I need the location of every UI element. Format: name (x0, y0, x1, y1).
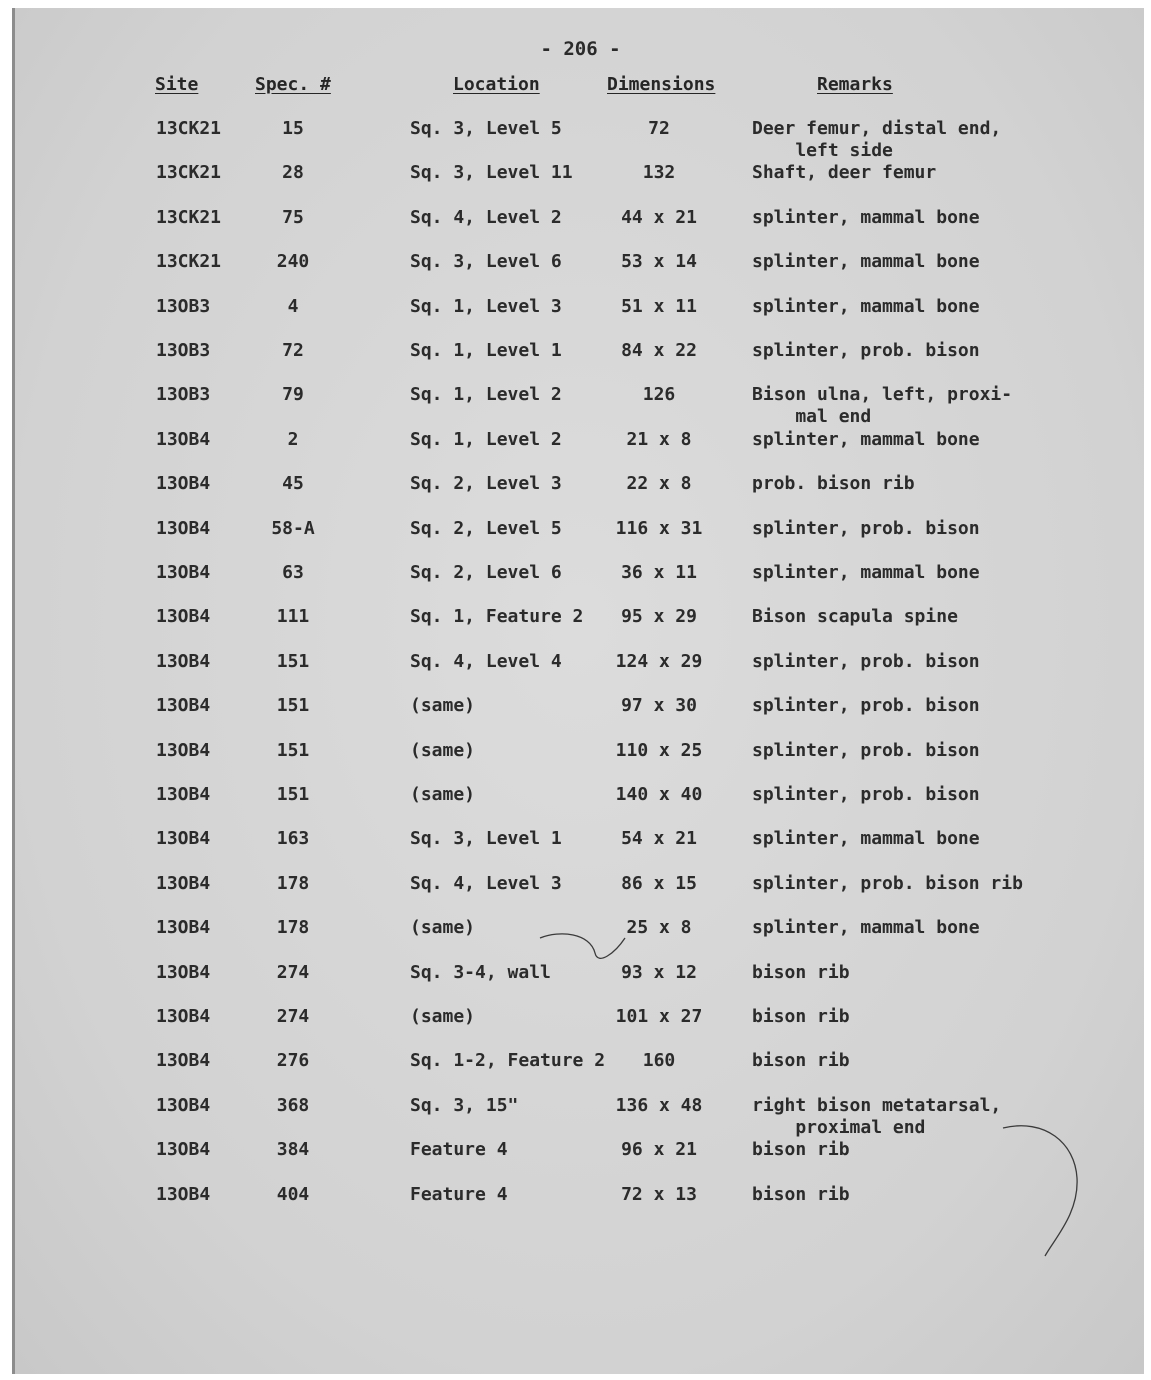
cell-site: 13OB4 (156, 739, 211, 761)
cell-dimensions: 21 x 8 (626, 428, 692, 450)
cell-dimensions: 96 x 21 (621, 1139, 697, 1161)
cell-spec: 75 (282, 206, 304, 228)
cell-dimensions: 22 x 8 (626, 473, 692, 495)
cell-dimensions: 101 x 27 (615, 1006, 703, 1027)
cell-dimensions: 86 x 15 (621, 872, 697, 894)
cell-location: Sq. 1, Feature 2 (410, 606, 584, 628)
cell-remarks: splinter, prob. bison (752, 784, 980, 805)
cell-spec: 72 (282, 340, 304, 361)
cell-remarks: prob. bison rib (752, 473, 915, 495)
cell-dimensions: 84 x 22 (621, 340, 697, 361)
cell-spec: 240 (276, 251, 310, 273)
cell-location: Sq. 2, Level 6 (410, 562, 562, 583)
table-row (15, 917, 1144, 961)
cell-remarks: splinter, mammal bone (752, 917, 980, 939)
table-row (15, 606, 1144, 650)
document-page (12, 8, 1144, 1374)
cell-spec: 151 (276, 650, 310, 672)
cell-dimensions: 132 (642, 162, 676, 184)
table-row (15, 562, 1144, 606)
cell-spec: 58-A (271, 517, 315, 539)
cell-site: 13OB4 (156, 1050, 211, 1072)
cell-dimensions: 124 x 29 (615, 650, 703, 672)
cell-remarks: bison rib (752, 1050, 850, 1072)
cell-dimensions: 53 x 14 (621, 251, 697, 273)
cell-spec: 2 (287, 428, 299, 450)
cell-site: 13CK21 (156, 162, 222, 184)
cell-spec: 151 (276, 784, 310, 805)
table-row (15, 873, 1144, 917)
cell-site: 13OB3 (156, 340, 211, 361)
cell-location: Feature 4 (410, 1183, 508, 1205)
table-row (15, 1139, 1144, 1183)
cell-location: Sq. 4, Level 3 (410, 872, 562, 894)
cell-location: Sq. 1-2, Feature 2 (410, 1050, 606, 1072)
cell-location: Sq. 3, Level 1 (410, 828, 562, 850)
table-row (15, 740, 1144, 784)
table-row (15, 384, 1144, 428)
cell-remarks: Deer femur, distal end, left side (752, 118, 1002, 161)
cell-dimensions: 36 x 11 (621, 562, 697, 583)
cell-remarks: splinter, prob. bison (752, 739, 980, 761)
cell-dimensions: 116 x 31 (615, 517, 703, 539)
cell-spec: 384 (276, 1139, 310, 1161)
cell-location: Sq. 1, Level 3 (410, 295, 562, 317)
table-row (15, 695, 1144, 739)
cell-dimensions: 54 x 21 (621, 828, 697, 850)
cell-remarks: bison rib (752, 1006, 850, 1027)
cell-remarks: splinter, mammal bone (752, 562, 980, 583)
cell-site: 13OB4 (156, 828, 211, 850)
cell-site: 13CK21 (156, 251, 222, 273)
cell-dimensions: 44 x 21 (621, 206, 697, 228)
cell-site: 13OB4 (156, 517, 211, 539)
cell-dimensions: 95 x 29 (621, 606, 697, 628)
table-row (15, 473, 1144, 517)
cell-dimensions: 97 x 30 (621, 695, 697, 717)
cell-site: 13OB4 (156, 1094, 211, 1116)
cell-site: 13CK21 (156, 206, 222, 228)
cell-dimensions: 160 (642, 1050, 676, 1072)
table-row (15, 429, 1144, 473)
cell-dimensions: 136 x 48 (615, 1094, 703, 1116)
cell-location: Sq. 2, Level 5 (410, 517, 562, 539)
cell-location: Sq. 3-4, wall (410, 961, 551, 983)
cell-remarks: splinter, prob. bison (752, 650, 980, 672)
cell-location: Feature 4 (410, 1139, 508, 1161)
table-row (15, 296, 1144, 340)
page-number: - 206 - (540, 38, 621, 60)
cell-remarks: splinter, mammal bone (752, 428, 980, 450)
cell-location: (same) (410, 917, 476, 939)
cell-site: 13OB4 (156, 1139, 211, 1161)
cell-site: 13OB4 (156, 917, 211, 939)
cell-remarks: splinter, prob. bison (752, 517, 980, 539)
cell-site: 13OB3 (156, 384, 211, 406)
cell-spec: 276 (276, 1050, 310, 1072)
cell-spec: 368 (276, 1094, 310, 1116)
header-spec: Spec. # (255, 74, 331, 95)
cell-spec: 28 (282, 162, 304, 184)
cell-site: 13OB4 (156, 650, 211, 672)
table-header (15, 74, 1144, 118)
cell-dimensions: 110 x 25 (615, 739, 703, 761)
table-row (15, 118, 1144, 162)
cell-remarks: splinter, mammal bone (752, 206, 980, 228)
cell-spec: 404 (276, 1183, 310, 1205)
table-row (15, 651, 1144, 695)
table-row (15, 162, 1144, 206)
cell-site: 13OB4 (156, 606, 211, 628)
cell-dimensions: 72 x 13 (621, 1183, 697, 1205)
cell-spec: 15 (282, 118, 304, 139)
cell-remarks: splinter, prob. bison (752, 340, 980, 361)
cell-location: Sq. 3, Level 6 (410, 251, 562, 273)
table-row (15, 828, 1144, 872)
cell-remarks: splinter, mammal bone (752, 295, 980, 317)
cell-remarks: bison rib (752, 961, 850, 983)
cell-dimensions: 25 x 8 (626, 917, 692, 939)
header-remarks: Remarks (817, 74, 893, 95)
cell-site: 13OB4 (156, 1006, 211, 1027)
cell-location: Sq. 1, Level 2 (410, 384, 562, 406)
cell-location: Sq. 3, 15" (410, 1094, 519, 1116)
cell-location: Sq. 2, Level 3 (410, 473, 562, 495)
cell-site: 13OB4 (156, 961, 211, 983)
cell-spec: 178 (276, 917, 310, 939)
cell-remarks: right bison metatarsal, proximal end (752, 1094, 1002, 1138)
cell-site: 13OB3 (156, 295, 211, 317)
header-dimensions: Dimensions (607, 74, 716, 95)
table-row (15, 784, 1144, 828)
cell-location: (same) (410, 784, 476, 805)
cell-site: 13CK21 (156, 118, 222, 139)
cell-spec: 274 (276, 1006, 310, 1027)
cell-spec: 274 (276, 961, 310, 983)
cell-remarks: splinter, mammal bone (752, 251, 980, 273)
cell-spec: 4 (287, 295, 299, 317)
table-row (15, 340, 1144, 384)
table-row (15, 1050, 1144, 1094)
cell-spec: 79 (282, 384, 304, 406)
cell-remarks: Bison scapula spine (752, 606, 958, 628)
cell-dimensions: 72 (648, 118, 670, 139)
table-row (15, 518, 1144, 562)
cell-location: (same) (410, 739, 476, 761)
table-row (15, 207, 1144, 251)
table-row (15, 962, 1144, 1006)
cell-remarks: splinter, prob. bison (752, 695, 980, 717)
cell-location: (same) (410, 695, 476, 717)
cell-site: 13OB4 (156, 784, 211, 805)
cell-remarks: Bison ulna, left, proxi- mal end (752, 384, 1013, 428)
cell-spec: 151 (276, 739, 310, 761)
cell-remarks: Shaft, deer femur (752, 162, 937, 184)
cell-location: (same) (410, 1006, 476, 1027)
cell-location: Sq. 4, Level 2 (410, 206, 562, 228)
table-row (15, 1184, 1144, 1228)
cell-location: Sq. 1, Level 1 (410, 340, 562, 361)
cell-remarks: bison rib (752, 1183, 850, 1205)
cell-site: 13OB4 (156, 695, 211, 717)
cell-spec: 151 (276, 695, 310, 717)
cell-dimensions: 140 x 40 (615, 784, 703, 805)
cell-site: 13OB4 (156, 562, 211, 583)
cell-spec: 63 (282, 562, 304, 583)
cell-location: Sq. 1, Level 2 (410, 428, 562, 450)
cell-dimensions: 126 (642, 384, 676, 406)
cell-dimensions: 93 x 12 (621, 961, 697, 983)
cell-spec: 163 (276, 828, 310, 850)
cell-site: 13OB4 (156, 428, 211, 450)
table-row (15, 1095, 1144, 1139)
header-location: Location (453, 74, 540, 95)
table-row (15, 1006, 1144, 1050)
cell-remarks: splinter, prob. bison rib (752, 872, 1023, 894)
cell-spec: 45 (282, 473, 304, 495)
cell-location: Sq. 3, Level 5 (410, 118, 562, 139)
cell-location: Sq. 3, Level 11 (410, 162, 573, 184)
header-site: Site (155, 74, 199, 95)
cell-site: 13OB4 (156, 473, 211, 495)
cell-spec: 111 (276, 606, 310, 628)
cell-site: 13OB4 (156, 1183, 211, 1205)
cell-spec: 178 (276, 872, 310, 894)
cell-site: 13OB4 (156, 872, 211, 894)
table-row (15, 251, 1144, 295)
cell-remarks: bison rib (752, 1139, 850, 1161)
cell-remarks: splinter, mammal bone (752, 828, 980, 850)
cell-location: Sq. 4, Level 4 (410, 650, 562, 672)
cell-dimensions: 51 x 11 (621, 295, 697, 317)
